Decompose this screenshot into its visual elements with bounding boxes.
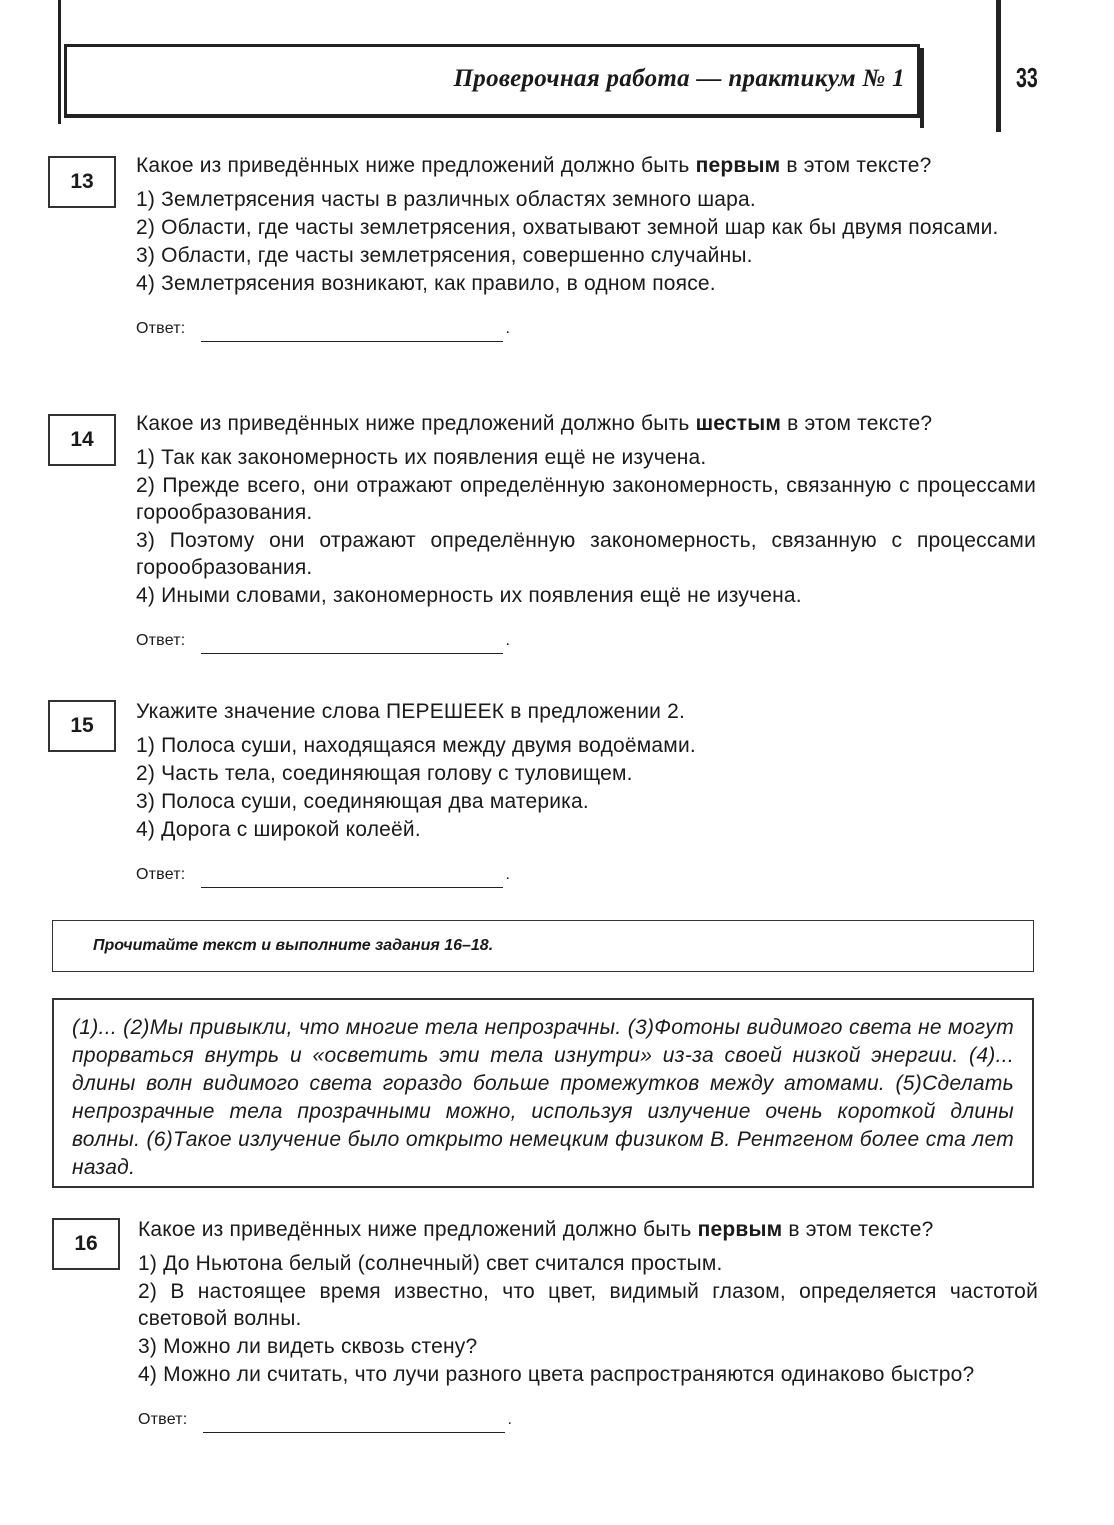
answer-dot: . xyxy=(505,866,511,883)
option-1: 1) Так как закономерность их появления ещё не изучена. xyxy=(136,446,707,469)
page-number: 33 xyxy=(1016,62,1038,93)
answer-blank[interactable] xyxy=(203,1416,505,1433)
answer-row xyxy=(136,861,1036,888)
task-number-13: 13 xyxy=(48,156,116,208)
option-2: 2) Области, где часты землетрясения, охватывают земной шар как бы двумя поясами. xyxy=(136,216,999,239)
answer-blank[interactable] xyxy=(201,325,503,342)
header-left-rule xyxy=(58,0,61,124)
question-text-end: в этом тексте? xyxy=(780,154,932,177)
task-question xyxy=(136,698,1036,725)
task-question xyxy=(138,1216,1038,1243)
option-3: 3) Можно ли видеть сквозь стену? xyxy=(138,1335,478,1358)
answer-label: Ответ: xyxy=(136,320,186,337)
answer-row xyxy=(136,627,1036,654)
option-4: 4) Дорога с широкой колеёй. xyxy=(136,818,421,841)
task-number-15: 15 xyxy=(48,700,116,752)
question-text: Укажите значение слова ПЕРЕШЕЕК в предложении 2. xyxy=(136,700,686,723)
option-2: 2) Часть тела, соединяющая голову с туловищем. xyxy=(136,762,633,785)
option-3: 3) Области, где часты землетрясения, совершенно случайны. xyxy=(136,244,753,267)
question-keyword: шестым xyxy=(695,412,782,435)
header-frame-shadow xyxy=(920,48,924,128)
option-1: 1) Полоса суши, находящаяся между двумя водоёмами. xyxy=(136,734,696,757)
option-2: 2) Прежде всего, они отражают определённую закономерность, связанную с процессами горообразования. xyxy=(136,474,1036,524)
answer-row xyxy=(136,315,1036,342)
question-text-end: в этом тексте? xyxy=(781,412,933,435)
task-15 xyxy=(136,698,1036,888)
question-keyword: первым xyxy=(695,154,781,177)
task-14 xyxy=(136,410,1036,654)
question-keyword: первым xyxy=(697,1218,783,1241)
option-3: 3) Полоса суши, соединяющая два материка. xyxy=(136,790,589,813)
option-4: 4) Иными словами, закономерность их появления ещё не изучена. xyxy=(136,584,802,607)
task-question xyxy=(136,410,1036,437)
answer-row xyxy=(138,1406,1038,1433)
option-4: 4) Можно ли считать, что лучи разного цвета распространяются одинаково быстро? xyxy=(138,1363,975,1386)
answer-label: Ответ: xyxy=(136,866,186,883)
option-4: 4) Землетрясения возникают, как правило, в одном поясе. xyxy=(136,272,716,295)
task-question xyxy=(136,152,1036,179)
task-number-14: 14 xyxy=(48,414,116,466)
page-title: Проверочная работа — практикум № 1 xyxy=(453,65,905,92)
header-title-frame xyxy=(64,44,920,118)
answer-dot: . xyxy=(505,320,511,337)
answer-dot: . xyxy=(505,632,511,649)
option-1: 1) Землетрясения часты в различных областях земного шара. xyxy=(136,188,756,211)
question-text: Какое из приведённых ниже предложений должно быть xyxy=(138,1218,698,1241)
answer-blank[interactable] xyxy=(201,871,503,888)
question-text: Какое из приведённых ниже предложений должно быть xyxy=(136,154,696,177)
answer-dot: . xyxy=(507,1411,513,1428)
reading-passage: (1)... (2)Мы привыкли, что многие тела непрозрачны. (3)Фотоны видимого света не могут прорваться внутрь и «осветить эти тела изнутри» из-за своей низкой энергии. (4)... длины волн видимого света гораздо больше промежутков между атомами. (5)Сделать непрозрачные тела прозрачными можно, используя излучение очень короткой длины волны. (6)Такое излучение было открыто немецким физиком В. Рентгеном более ста лет назад. xyxy=(52,998,1034,1188)
question-text-end: в этом тексте? xyxy=(782,1218,934,1241)
instruction-box: Прочитайте текст и выполните задания 16–18. xyxy=(52,920,1034,972)
option-3: 3) Поэтому они отражают определённую закономерность, связанную с процессами горообразования. xyxy=(136,529,1036,579)
task-number-16: 16 xyxy=(52,1218,120,1270)
task-16 xyxy=(138,1216,1038,1433)
option-2: 2) В настоящее время известно, что цвет, видимый глазом, определяется частотой световой волны. xyxy=(138,1280,1038,1330)
header-right-rule xyxy=(996,0,1001,132)
task-13 xyxy=(136,152,1036,342)
option-1: 1) До Ньютона белый (солнечный) свет считался простым. xyxy=(138,1252,723,1275)
question-text: Какое из приведённых ниже предложений должно быть xyxy=(136,412,696,435)
answer-label: Ответ: xyxy=(138,1411,188,1428)
answer-blank[interactable] xyxy=(201,637,503,654)
answer-label: Ответ: xyxy=(136,632,186,649)
